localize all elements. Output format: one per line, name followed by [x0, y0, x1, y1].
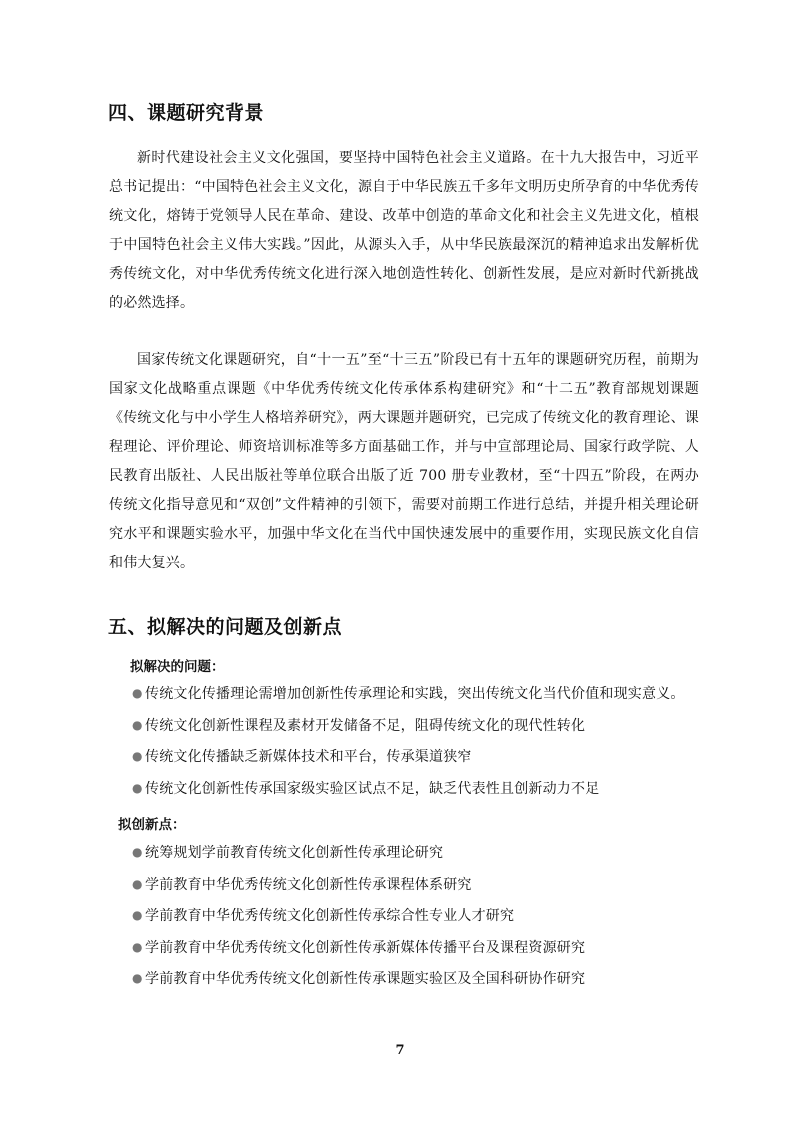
list-item: ● 传统文化创新性传承国家级实验区试点不足，缺乏代表性且创新动力不足 — [132, 773, 685, 805]
list-item: ● 学前教育中华优秀传统文化创新性传承课程体系研究 — [132, 869, 585, 901]
page-number: 7 — [395, 1043, 405, 1058]
bullet-icon: ● — [132, 749, 143, 763]
innovations-label: 拟创新点： — [118, 817, 186, 833]
section-heading-background: 四、课题研究背景 — [108, 102, 265, 124]
bullet-icon: ● — [132, 939, 143, 954]
bullet-icon: ● — [132, 908, 143, 923]
problems-list — [132, 678, 685, 804]
list-item: ● 传统文化创新性课程及素材开发储备不足，阻碍传统文化的现代性转化 — [132, 710, 685, 742]
bullet-icon: ● — [132, 845, 143, 859]
list-item: ● 传统文化传播理论需增加创新性传承理论和实践，突出传统文化当代价值和现实意义。 — [132, 678, 685, 710]
paragraph: 国家传统文化课题研究，自“十一五”至“十三五”阶段已有十五年的课题研究历程，前期为国家文化战略重点课题《中华优秀传统文化传承体系构建研究》和“十二五”教育部规划课题《传统文化与中小学生人格培养研究》，两大课题并题研究，已完成了传统文化的教育理论、课程理论、评价理论、师资培训标准等多方面基础工作，并与中宣部理论局、国家行政学院、人民教育出版社、人民出版社等单位联合出版了近 700 册专业教材，至“十四五”阶段，在两办传统文化指导意见和“双创”文件精神的引领下，需要对前期工作进行总结，并提升相关理论研究水平和课题实验水平，加强中华文化在当代中国快速发展中的重要作用，实现民族文化自信和伟大复兴。 — [109, 352, 699, 571]
problems-label: 拟解决的问题： — [130, 659, 225, 675]
bullet-icon: ● — [132, 780, 143, 795]
list-item: ● 传统文化传播缺乏新媒体技术和平台，传承渠道狭窄 — [132, 741, 685, 773]
list-item: ● 统筹规划学前教育传统文化创新性传承理论研究 — [132, 837, 585, 869]
innovations-list — [132, 837, 585, 995]
bullet-icon: ● — [132, 686, 143, 700]
paragraph: 新时代建设社会主义文化强国，要坚持中国特色社会主义道路。在十九大报告中，习近平总书记提出：“中国特色社会主义文化，源自于中华民族五千多年文明历史所孕育的中华优秀传统文化，熔铸于党领导人民在革命、建设、改革中创造的革命文化和社会主义先进文化，植根于中国特色社会主义伟大实践。”因此，从源头入手，从中华民族最深沉的精神追求出发解析优秀传统文化，对中华优秀传统文化进行深入地创造性转化、创新性发展，是应对新时代新挑战的必然选择。 — [109, 150, 699, 311]
list-item: ● 学前教育中华优秀传统文化创新性传承新媒体传播平台及课程资源研究 — [132, 932, 585, 964]
bullet-icon: ● — [132, 876, 143, 891]
section-heading-problems: 五、拟解决的问题及创新点 — [108, 616, 343, 638]
list-item: ● 学前教育中华优秀传统文化创新性传承课题实验区及全国科研协作研究 — [132, 963, 585, 995]
list-item: ● 学前教育中华优秀传统文化创新性传承综合性专业人才研究 — [132, 900, 585, 932]
bullet-icon: ● — [132, 971, 143, 986]
bullet-icon: ● — [132, 717, 143, 732]
